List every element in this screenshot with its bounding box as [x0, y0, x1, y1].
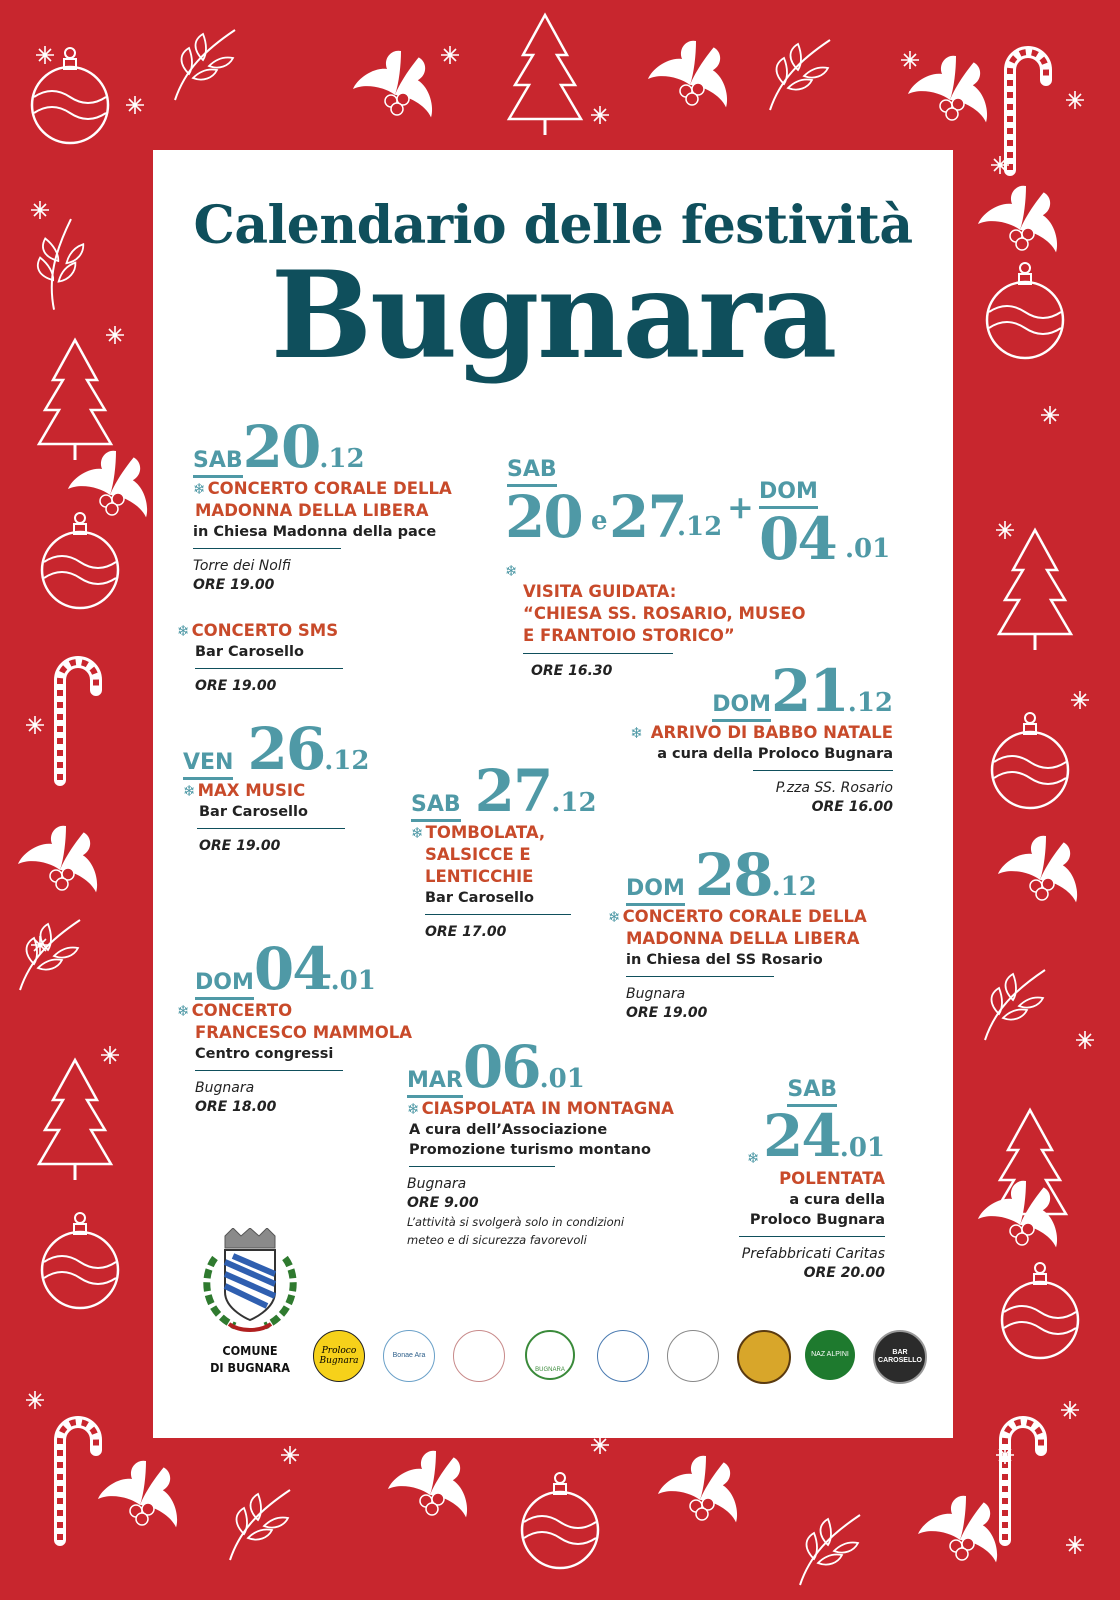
snowflake-icon: ❄ [193, 480, 206, 498]
event-description: Bar Carosello [199, 804, 308, 820]
event-month: .12 [847, 688, 893, 718]
event-date: 04 [253, 935, 331, 1003]
event-visita-guidata [505, 458, 905, 681]
event-place: Torre dei Nolfi [193, 558, 291, 574]
event-polentata [673, 1078, 885, 1283]
event-plus: + [727, 488, 754, 526]
event-description: A cura dell’Associazione [409, 1122, 608, 1138]
event-description: Promozione turismo montano [409, 1142, 651, 1158]
event-time: ORE 17.00 [425, 924, 507, 940]
divider [197, 828, 345, 829]
event-title-line: POLENTATA [779, 1169, 885, 1188]
divider [753, 770, 893, 771]
event-date-second: 27 [609, 483, 686, 551]
coat-of-arms-icon [195, 1228, 305, 1336]
event-day: DOM [626, 877, 685, 906]
divider [739, 1236, 885, 1237]
event-description: Proloco Bugnara [749, 1212, 885, 1228]
event-description: in Chiesa Madonna della pace [193, 524, 437, 540]
event-time: ORE 18.00 [195, 1099, 277, 1115]
circolo-anziani-logo [737, 1330, 791, 1384]
event-month: .01 [330, 966, 376, 996]
event-title-line: MADONNA DELLA LIBERA [626, 929, 860, 948]
calendar-title: Calendario delle festività [193, 195, 913, 256]
snowflake-icon: ❄ [177, 622, 190, 640]
event-date: 27 [474, 757, 552, 825]
divider [626, 976, 774, 977]
event-title-line: ARRIVO DI BABBO NATALE [650, 723, 893, 742]
event-day: DOM [712, 693, 771, 722]
event-title-line: LENTICCHIE [425, 867, 534, 886]
event-title-line: FRANCESCO MAMMOLA [195, 1023, 413, 1042]
divider [425, 914, 571, 915]
snowflake-icon: ❄ [747, 1150, 760, 1167]
event-description: Bar Carosello [425, 890, 534, 906]
snowflake-icon: ❄ [505, 563, 518, 580]
comune-logo [195, 1228, 305, 1375]
event-title-line: SALSICCE E [425, 845, 531, 864]
event-title-line: CIASPOLATA IN MONTAGNA [421, 1099, 674, 1118]
comune-label-line: DI BUGNARA [210, 1360, 290, 1375]
alpini-logo: NAZ ALPINI [805, 1330, 855, 1380]
event-month: .12 [771, 872, 817, 902]
event-concerto-corale-28-12 [608, 841, 908, 1023]
snowflake-icon: ❄ [608, 908, 621, 926]
snowflake-icon: ❄ [177, 1002, 190, 1020]
event-time: ORE 19.00 [199, 838, 281, 854]
comune-label-line: COMUNE [222, 1343, 278, 1358]
bar-carosello-logo: BAR CAROSELLO [873, 1330, 927, 1384]
event-day: MAR [407, 1069, 463, 1098]
sports-club-logo [667, 1330, 719, 1382]
event-note: L’attività si svolgerà solo in condizioni [407, 1215, 625, 1229]
event-title-line: MADONNA DELLA LIBERA [195, 501, 429, 520]
divider [409, 1166, 555, 1167]
wolf-emblem-logo: BUGNARA [525, 1330, 575, 1380]
event-date: 26 [247, 715, 325, 783]
event-date: 21 [771, 657, 848, 725]
event-note: meteo e di sicurezza favorevoli [407, 1233, 587, 1247]
snowflake-icon: ❄ [407, 1100, 420, 1118]
divider [195, 1070, 343, 1071]
event-date: 24 [763, 1102, 840, 1170]
event-time: ORE 19.00 [195, 678, 277, 694]
event-title-line: TOMBOLATA, [425, 823, 546, 842]
event-babbo-natale [593, 657, 893, 817]
event-title-line: CONCERTO [191, 1001, 293, 1020]
event-title-line: MAX MUSIC [197, 781, 306, 800]
snowflake-icon: ❄ [411, 824, 424, 842]
event-concerto-sms [177, 620, 397, 696]
event-title-line: “CHIESA SS. ROSARIO, MUSEO [523, 604, 806, 623]
saint-medallion-logo [597, 1330, 649, 1382]
event-month: .12 [319, 444, 365, 474]
event-day: SAB [507, 458, 557, 487]
event-month: .01 [539, 1064, 585, 1094]
event-title-line: CONCERTO CORALE DELLA [207, 479, 452, 498]
event-day: SAB [411, 793, 461, 822]
event-day: SAB [193, 449, 243, 478]
divider [193, 548, 341, 549]
event-day-second: DOM [759, 480, 818, 509]
divider [195, 668, 343, 669]
event-time: ORE 19.00 [626, 1005, 708, 1021]
event-place: Bugnara [626, 986, 686, 1002]
event-time: ORE 20.00 [803, 1265, 885, 1281]
event-date-joiner: e [591, 506, 608, 536]
event-place: Prefabbricati Caritas [741, 1246, 885, 1262]
event-time: ORE 16.30 [531, 663, 613, 679]
event-place: Bugnara [195, 1080, 255, 1096]
event-date: 20 [505, 483, 582, 551]
snowflake-icon: ❄ [630, 724, 643, 742]
event-time: ORE 9.00 [407, 1195, 479, 1211]
event-title-line: E FRANTOIO STORICO” [523, 626, 735, 645]
event-concerto-corale-20-12 [193, 413, 483, 595]
event-month: .12 [551, 788, 597, 818]
event-place: P.zza SS. Rosario [775, 780, 893, 796]
snowflake-icon: ❄ [183, 782, 196, 800]
sponsor-logos [313, 1330, 953, 1386]
event-ciaspolata [407, 1033, 707, 1249]
event-date: 20 [242, 413, 320, 481]
event-month: .12 [677, 512, 723, 542]
event-month: .01 [839, 1133, 885, 1163]
event-day: SAB [787, 1078, 837, 1107]
divider [523, 653, 673, 654]
event-time: ORE 16.00 [811, 799, 893, 815]
town-name: Bugnara [270, 245, 836, 386]
event-date-third: 04 [759, 505, 836, 573]
calendar-panel [153, 150, 953, 1438]
event-time: ORE 19.00 [193, 577, 275, 593]
bonae-ara-logo: Bonae Ara [383, 1330, 435, 1382]
event-title-line: CONCERTO SMS [191, 621, 339, 640]
event-place: Bugnara [407, 1176, 467, 1192]
event-tombolata [411, 757, 611, 942]
association-seal-logo [453, 1330, 505, 1382]
event-month-second: .01 [845, 534, 891, 564]
event-day: DOM [195, 971, 254, 1000]
event-description: in Chiesa del SS Rosario [626, 952, 823, 968]
event-description: a cura della Proloco Bugnara [657, 746, 893, 762]
event-title-line: CONCERTO CORALE DELLA [622, 907, 867, 926]
event-description: Centro congressi [195, 1046, 334, 1062]
event-day: VEN [183, 751, 233, 780]
event-date: 06 [462, 1033, 540, 1101]
event-date: 28 [694, 841, 772, 909]
event-description: a cura della [789, 1192, 885, 1208]
event-max-music [183, 715, 423, 856]
proloco-logo: Proloco Bugnara [313, 1330, 365, 1382]
event-title-line: VISITA GUIDATA: [523, 582, 677, 601]
event-description: Bar Carosello [195, 644, 304, 660]
event-month: .12 [324, 746, 370, 776]
